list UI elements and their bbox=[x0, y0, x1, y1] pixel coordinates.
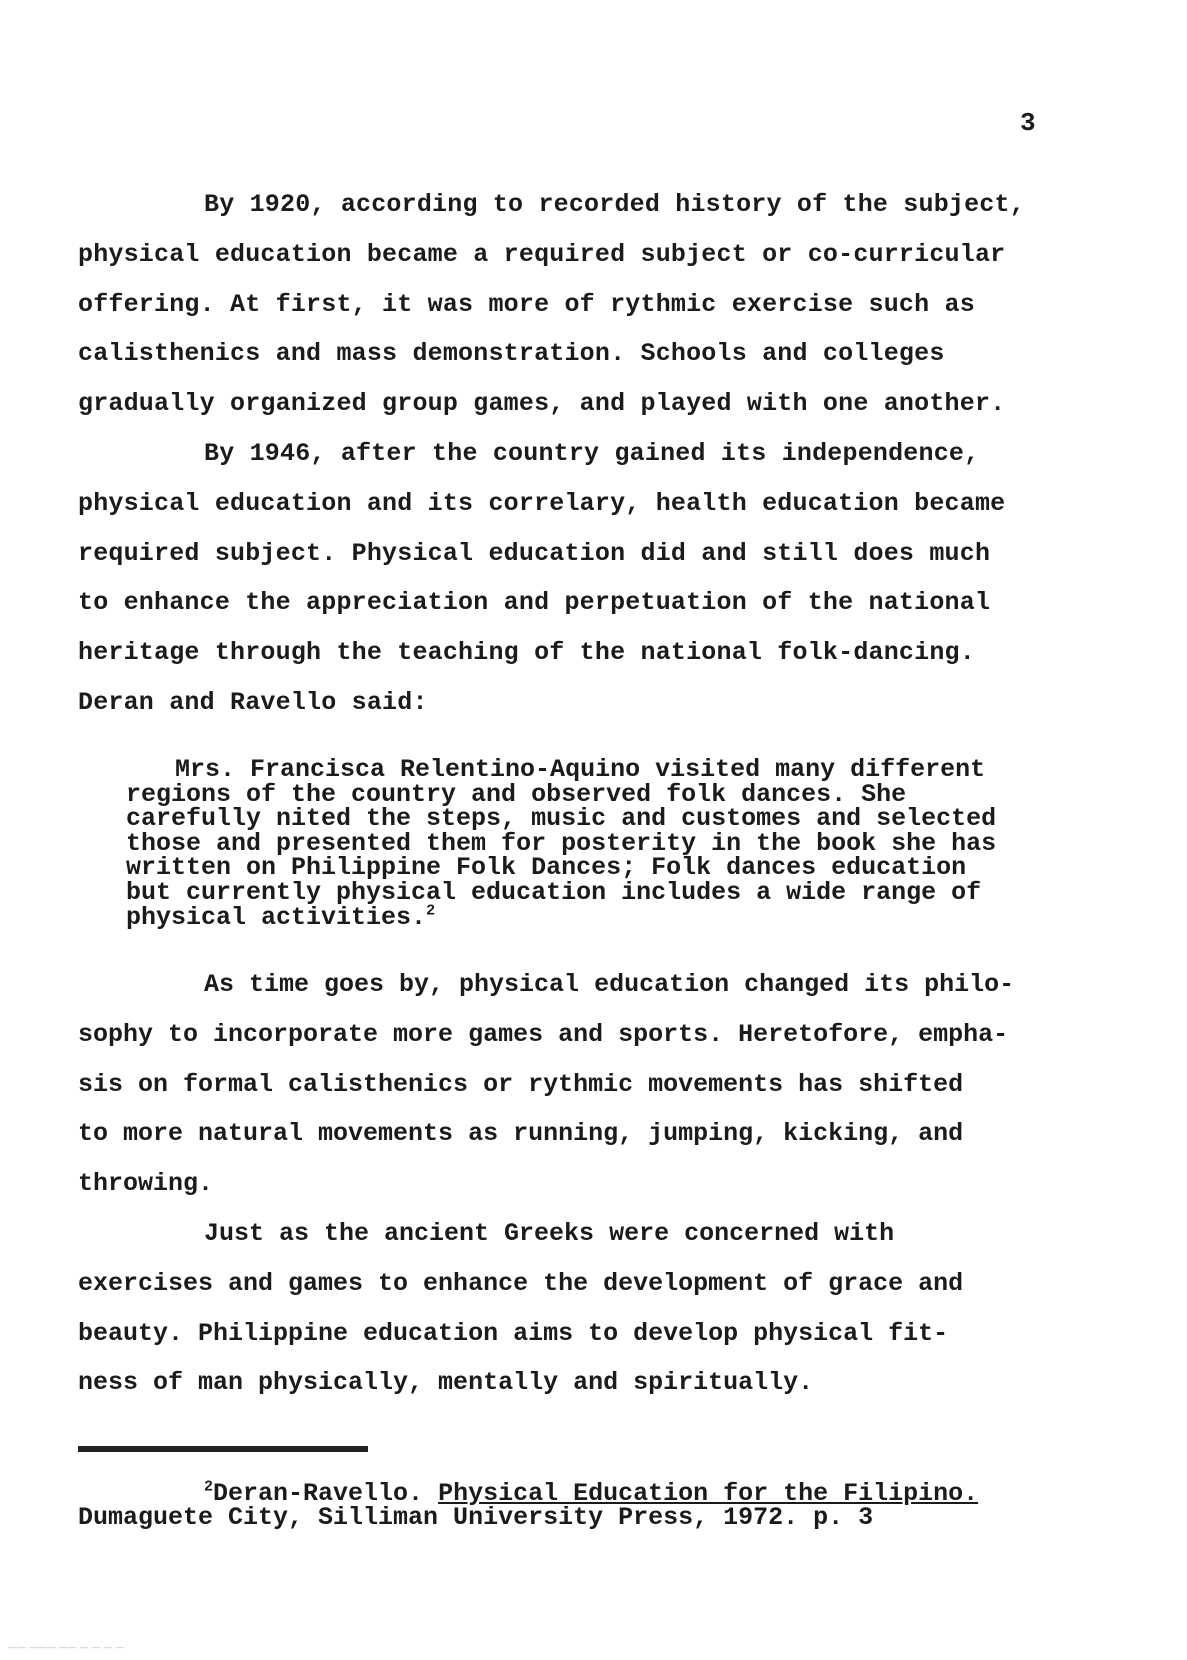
quote-line: carefully nited the steps, music and customes and selected bbox=[126, 804, 997, 834]
quote-line: but currently physical education includes a wide range of bbox=[126, 877, 982, 907]
paragraph-line: physical education and its correlary, health education became bbox=[78, 488, 1006, 518]
paragraph-line: to more natural movements as running, jumping, kicking, and bbox=[78, 1119, 964, 1149]
paragraph-line: By 1920, according to recorded history of the subject, bbox=[204, 190, 1025, 219]
paragraph-line: ness of man physically, mentally and spiritually. bbox=[78, 1368, 814, 1398]
scan-footer: —— ——— —— — — — — bbox=[8, 1643, 125, 1653]
paragraph-line: to enhance the appreciation and perpetuation of the national bbox=[78, 588, 991, 618]
footnote bbox=[78, 1478, 1068, 1532]
page-number: 3 bbox=[1020, 108, 1036, 138]
quote-line: regions of the country and observed folk dances. She bbox=[126, 779, 907, 809]
body-paragraphs-top bbox=[78, 180, 1068, 728]
paragraph-line: Deran and Ravello said: bbox=[78, 687, 428, 717]
paragraph-line: required subject. Physical education did and still does much bbox=[78, 538, 991, 568]
footnote-marker: 2 bbox=[204, 1478, 214, 1496]
quote-line: physical activities. bbox=[126, 902, 427, 932]
paragraph-line: By 1946, after the country gained its independence, bbox=[204, 438, 980, 468]
quote-line: those and presented them for posterity in the book she has bbox=[126, 828, 997, 858]
paragraph-line: throwing. bbox=[78, 1169, 214, 1199]
paragraph-line: physical education became a required subject or co-curricular bbox=[78, 239, 1006, 269]
footnote-reference: 2 bbox=[426, 902, 436, 920]
paragraph-line: offering. At first, it was more of rythmic exercise such as bbox=[78, 289, 975, 319]
quote-line: Mrs. Francisca Relentino-Aquino visited many different bbox=[175, 755, 986, 784]
paragraph-line: gradually organized group games, and played with one another. bbox=[78, 389, 1006, 419]
footnote-divider bbox=[78, 1446, 368, 1452]
quote-line: written on Philippine Folk Dances; Folk dances education bbox=[126, 853, 967, 883]
paragraph-line: calisthenics and mass demonstration. Schools and colleges bbox=[78, 339, 945, 369]
block-quote bbox=[126, 755, 1066, 932]
paragraph-line: sophy to incorporate more games and sports. Heretofore, empha- bbox=[78, 1019, 1009, 1049]
paragraph-line: Just as the ancient Greeks were concerned with bbox=[204, 1218, 895, 1248]
paragraph-line: heritage through the teaching of the national folk-dancing. bbox=[78, 638, 975, 668]
body-paragraphs-bottom bbox=[78, 960, 1068, 1408]
footnote-line-2: Dumaguete City, Silliman University Press, 1972. p. 3 bbox=[78, 1503, 874, 1532]
footnote-title: Physical Education for the Filipino. bbox=[438, 1479, 979, 1508]
footnote-author: Deran-Ravello. bbox=[213, 1479, 439, 1508]
paragraph-line: sis on formal calisthenics or rythmic movements has shifted bbox=[78, 1069, 964, 1099]
quote-line-last bbox=[126, 902, 1066, 932]
paragraph-line: As time goes by, physical education changed its philo- bbox=[204, 970, 1015, 999]
paragraph-line: exercises and games to enhance the development of grace and bbox=[78, 1268, 964, 1298]
paragraph-line: beauty. Philippine education aims to develop physical fit- bbox=[78, 1318, 949, 1348]
